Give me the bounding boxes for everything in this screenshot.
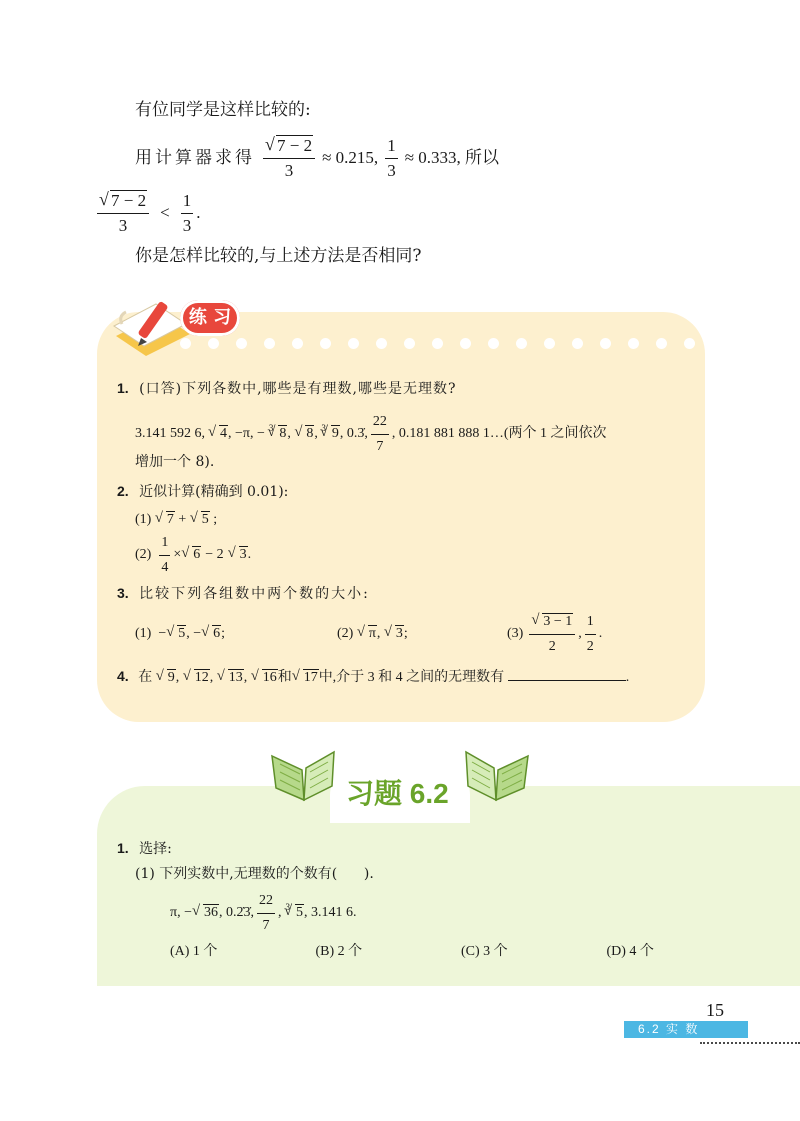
q1-cbrt9: 9 [331, 426, 339, 441]
q2-part-b [135, 532, 251, 578]
fraction-b [385, 136, 398, 181]
dot [348, 338, 359, 349]
practice-q2 [117, 481, 288, 502]
q3-b: (2) √ π, √ 3; [337, 624, 507, 644]
q4-end: . [625, 670, 630, 685]
q2-b-times: × [173, 547, 182, 562]
q2-part-a [135, 510, 217, 530]
ex-list-end: , 3.141 6. [303, 905, 357, 920]
q3-c-den: 2 [548, 638, 556, 654]
q2-b-sqrt3: 3 [239, 547, 247, 562]
practice-q4: 4. 在 √ 9, √ 12, √ 13, √ 16和√ 17中,介于 3 和 4 之间的无理数有 . [117, 666, 629, 688]
calc-prefix: 用计算器求得 [135, 148, 255, 168]
exercise-title: 习题 6.2 [346, 778, 449, 809]
q1-tail: , 0.181 881 888 1…(两个 1 之间依次 [391, 426, 607, 441]
q4-and: 和 [277, 670, 292, 685]
option-d[interactable]: (D) 4 个 [606, 944, 654, 959]
fraction-b-repeat [181, 191, 194, 236]
q3-c-frac2 [585, 612, 596, 657]
q3-a-label: (1) [135, 626, 152, 641]
ex-sqrt36: 36 [203, 905, 218, 920]
q3-c-label: (3) [507, 626, 524, 641]
q4-sqrt16: 16 [262, 670, 277, 685]
intro-calc-line [135, 133, 499, 183]
intro-compare-line [97, 188, 200, 238]
option-a[interactable]: (A) 1 个 [170, 944, 218, 959]
q3-c-den2: 2 [586, 638, 594, 654]
dot [404, 338, 415, 349]
ex-q1-number: 1. [117, 840, 129, 856]
approx-b: ≈ 0.333, 所以 [404, 148, 500, 167]
frac-a2-den: 3 [118, 215, 128, 235]
dot [292, 338, 303, 349]
ex-fraction [257, 891, 275, 936]
q3-parts [135, 610, 655, 658]
q3-number: 3. [117, 585, 129, 601]
q3-text: 比较下列各组数中两个数的大小: [139, 586, 370, 602]
dot [544, 338, 555, 349]
dot [488, 338, 499, 349]
q4-sqrt17: 17 [303, 670, 318, 685]
intro-line1: 有位同学是这样比较的: [135, 100, 311, 120]
dot [208, 338, 219, 349]
dot [432, 338, 443, 349]
dot [236, 338, 247, 349]
q4-number: 4. [117, 668, 129, 684]
ex-frac-den: 7 [262, 917, 270, 933]
exercise-sub1: (1) 下列实数中,无理数的个数有( ). [135, 866, 374, 882]
q2-number: 2. [117, 483, 129, 499]
dot [180, 338, 191, 349]
option-c[interactable]: (C) 3 个 [461, 944, 508, 959]
fraction-a-repeat [97, 191, 149, 236]
q1-number: 1. [117, 380, 129, 396]
q4-suffix: 中,介于 3 和 4 之间的无理数有 [318, 670, 505, 685]
exercise-options [170, 942, 677, 962]
answer-blank[interactable] [508, 666, 626, 681]
q2-a-plus: + [178, 512, 187, 527]
q1-fraction [371, 412, 389, 457]
ex-cbrt5: 5 [295, 905, 303, 920]
q3-c-frac1 [529, 612, 575, 657]
q2-text: 近似计算(精确到 0.01): [139, 484, 289, 500]
frac-b2-den: 3 [182, 215, 192, 235]
q1-sqrt4: 4 [220, 426, 227, 441]
q4-prefix: 在 [138, 670, 153, 685]
dot [460, 338, 471, 349]
q2-b-end: . [247, 547, 252, 562]
q2-b-fraction [159, 533, 170, 578]
q3-a-sqrt6: 6 [213, 626, 221, 641]
exercise-list: π, − √ 36 , 0.2̇3̇, $\frac{22}{7}$ , 3 √ 5 , 3.141 6. [170, 890, 356, 936]
q4-sqrt9: 9 [167, 670, 175, 685]
dot [684, 338, 695, 349]
q1-text: (口答)下列各数中,哪些是有理数,哪些是无理数? [139, 381, 457, 397]
q3-c: (3) √ $\frac{3 - 1}{2}$ , $\frac{1}{2}$ . [507, 612, 602, 657]
q3-b-sqrt3: 3 [395, 626, 403, 641]
q3-a-sqrt5: 5 [178, 626, 186, 641]
q1-neg-pi: , −π, − [228, 426, 265, 441]
frac-a-num: 7 − 2 [277, 135, 313, 155]
q2-a-sqrt5: 5 [201, 512, 209, 527]
q2-a-end: ; [213, 512, 218, 527]
q1-frac-num: 22 [371, 412, 389, 435]
frac-a2-num: 7 − 2 [111, 190, 147, 210]
period: . [196, 203, 201, 222]
q1-list-a: 3.141 592 6, [135, 426, 205, 441]
q1-cbrt8: 8 [279, 426, 287, 441]
dot-divider [180, 338, 700, 350]
dotted-line [700, 1042, 800, 1044]
q3-c-num: 3 − 1 [543, 613, 573, 629]
frac-a-den: 3 [284, 160, 294, 180]
q3-b-label: (2) [337, 626, 354, 641]
q2-b-minus: − 2 [205, 547, 224, 562]
dot [376, 338, 387, 349]
dot [600, 338, 611, 349]
dot [516, 338, 527, 349]
practice-q1-list: 3.141 592 6, √ 4 , −π, − 3 √ 8 , √ 8 , 3 √ 9 , 0.3̇, $\frac{22}{7}$ , 0.181 881 888 1…(两个 1 之间依次 [135, 412, 607, 456]
q1-frac-den: 7 [376, 438, 384, 454]
q1-sqrt8: 8 [306, 426, 314, 441]
exercise-q1 [117, 838, 172, 859]
page-number: 15 [706, 1000, 724, 1020]
q4-sqrt13: 13 [228, 670, 243, 685]
option-b[interactable]: (B) 2 个 [315, 944, 363, 959]
intro-question: 你是怎样比较的,与上述方法是否相同? [135, 246, 422, 266]
q3-b-sqrtpi: π [368, 626, 376, 641]
practice-q1 [117, 378, 456, 399]
ex-frac-num: 22 [257, 891, 275, 914]
q3-a: (1) −√ 5, −√ 6; [135, 624, 337, 644]
q2-a-sqrt7: 7 [166, 512, 174, 527]
q3-c-num2: 1 [585, 612, 596, 635]
frac-b-den: 3 [387, 160, 396, 180]
dot [572, 338, 583, 349]
ex-repeating: , 0.2̇3̇, [218, 905, 254, 920]
open-book-icon [462, 748, 530, 806]
dot [320, 338, 331, 349]
q4-sqrt12: 12 [194, 670, 209, 685]
ex-q1-text: 选择: [139, 841, 172, 857]
dot [264, 338, 275, 349]
q1-repeating: , 0.3̇, [339, 426, 368, 441]
q1-line3: 增加一个 8). [135, 454, 215, 470]
dot [628, 338, 639, 349]
less-than: < [160, 203, 170, 222]
q2-b-sqrt6: 6 [193, 547, 201, 562]
dot [656, 338, 667, 349]
frac-b2-num: 1 [181, 191, 194, 214]
q2-a-label: (1) [135, 512, 152, 527]
practice-q3 [117, 583, 370, 604]
q2-b-num: 1 [159, 533, 170, 556]
approx-a: ≈ 0.215, [322, 148, 379, 167]
practice-badge: 练 习 [180, 300, 240, 336]
section-label: 6.2 实 数 [624, 1021, 748, 1038]
open-book-icon [270, 748, 338, 806]
fraction-a [263, 136, 315, 181]
frac-b-num: 1 [385, 136, 398, 159]
q2-b-den: 4 [161, 559, 169, 575]
ex-list-pi: π, − [170, 905, 192, 920]
q2-b-label: (2) [135, 547, 152, 562]
